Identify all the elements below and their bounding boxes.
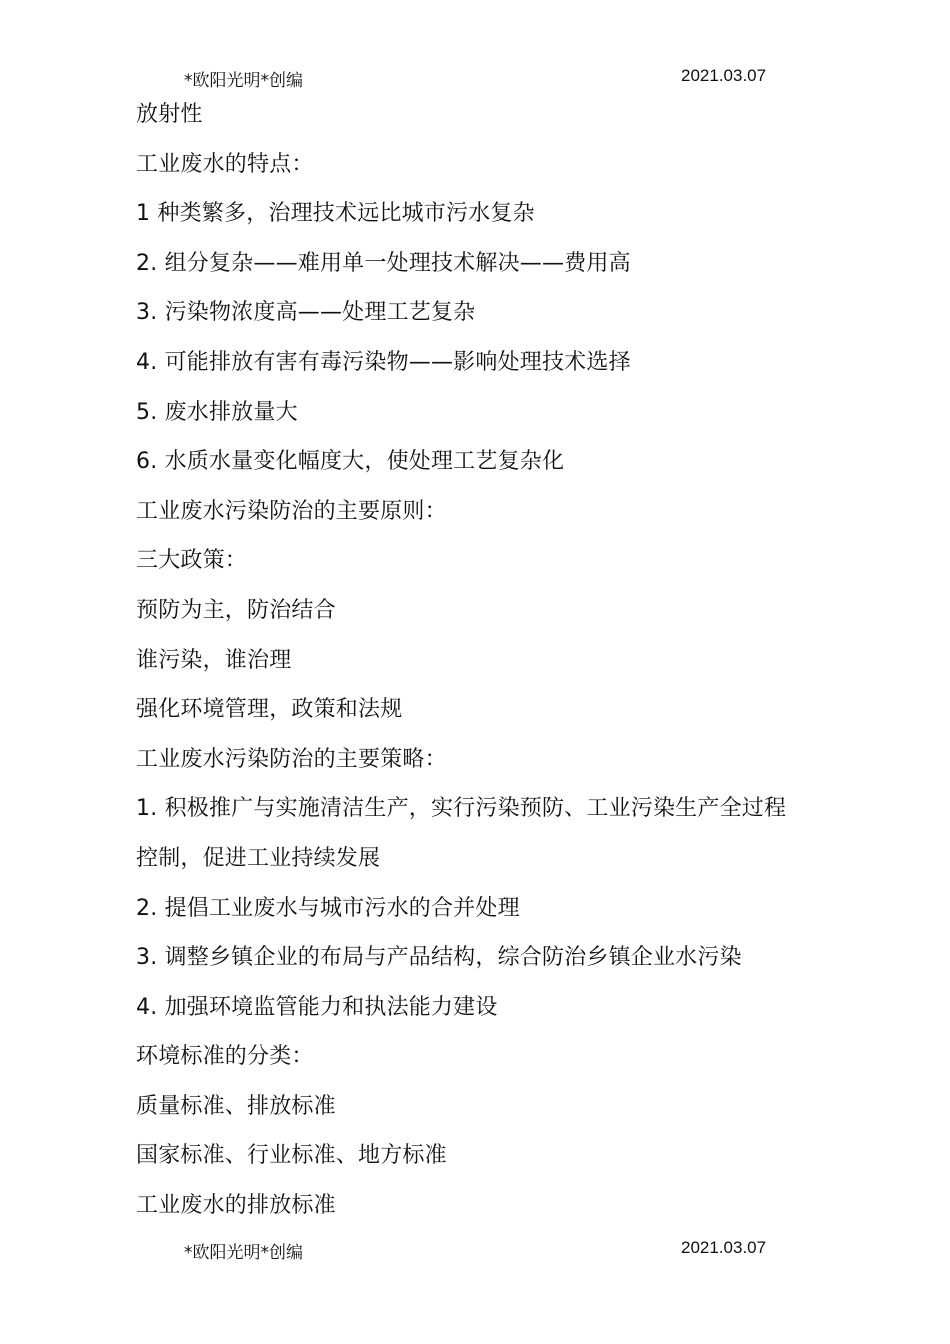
text-line: 国家标准、行业标准、地方标准	[136, 1143, 447, 1169]
list-item: 1 种类繁多，治理技术远比城市污水复杂	[136, 201, 535, 227]
section-heading: 环境标准的分类：	[136, 1044, 314, 1070]
sub-heading: 三大政策：	[136, 548, 248, 574]
header-author: *欧阳光明*创编	[184, 71, 303, 91]
list-item: 3. 调整乡镇企业的布局与产品结构，综合防治乡镇企业水污染	[136, 945, 742, 971]
text-line: 质量标准、排放标准	[136, 1093, 336, 1119]
section-heading: 工业废水的特点：	[136, 151, 314, 177]
text-line: 谁污染，谁治理	[136, 647, 292, 673]
list-item: 2. 提倡工业废水与城市污水的合并处理	[136, 895, 520, 921]
footer-date: 2021.03.07	[681, 1238, 767, 1257]
list-item: 4. 可能排放有害有毒污染物——影响处理技术选择	[136, 349, 631, 375]
page-footer	[0, 1238, 950, 1264]
text-line: 预防为主，防治结合	[136, 597, 336, 623]
header-date: 2021.03.07	[681, 66, 767, 85]
list-item: 1. 积极推广与实施清洁生产，实行污染预防、工业污染生产全过程	[136, 796, 787, 822]
list-item: 2. 组分复杂——难用单一处理技术解决——费用高	[136, 250, 631, 276]
text-line: 强化环境管理，政策和法规	[136, 697, 403, 723]
list-item: 4. 加强环境监管能力和执法能力建设	[136, 994, 498, 1020]
document-body	[136, 95, 836, 1236]
footer-author: *欧阳光明*创编	[184, 1243, 303, 1263]
list-item: 5. 废水排放量大	[136, 399, 298, 425]
section-heading: 工业废水污染防治的主要策略：	[136, 746, 447, 772]
list-item: 3. 污染物浓度高——处理工艺复杂	[136, 300, 476, 326]
list-item-continuation: 控制，促进工业持续发展	[136, 845, 381, 871]
section-heading: 工业废水污染防治的主要原则：	[136, 498, 447, 524]
text-line: 放射性	[136, 102, 203, 127]
text-line: 工业废水的排放标准	[136, 1193, 336, 1219]
page-header	[0, 66, 950, 92]
list-item: 6. 水质水量变化幅度大，使处理工艺复杂化	[136, 449, 565, 475]
